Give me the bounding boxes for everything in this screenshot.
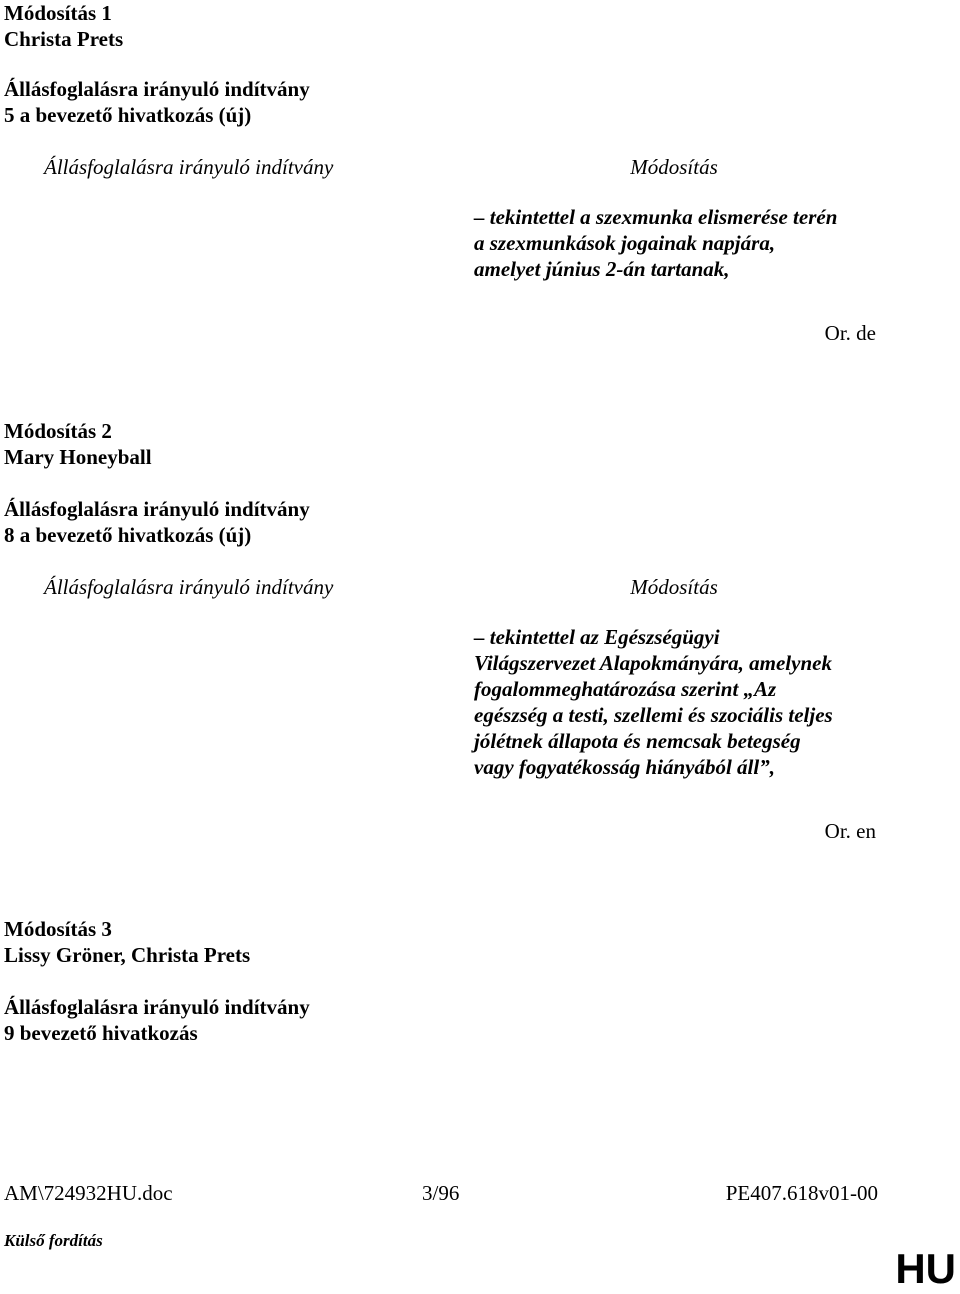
- amendment-1-motion-title: Állásfoglalásra irányuló indítvány: [4, 77, 310, 101]
- amendment-2-right-column-header: Módosítás: [630, 575, 718, 599]
- amendment-2-text-line: vagy fogyatékosság hiányából áll”,: [474, 755, 775, 779]
- footer-document-reference: AM\724932HU.doc: [4, 1181, 173, 1205]
- amendment-1-citation: 5 a bevezető hivatkozás (új): [4, 103, 252, 127]
- amendment-2-text-line: Világszervezet Alapokmányára, amelynek: [474, 651, 832, 675]
- amendment-1-text-line: – tekintettel a szexmunka elismerése terén: [474, 205, 838, 229]
- amendment-3-motion-title: Állásfoglalásra irányuló indítvány: [4, 995, 310, 1019]
- footer-page-number: 3/96: [422, 1181, 460, 1205]
- amendment-2-left-column-header: Állásfoglalásra irányuló indítvány: [44, 575, 334, 599]
- amendment-3-author: Lissy Gröner, Christa Prets: [4, 943, 251, 967]
- amendment-1-right-column-header: Módosítás: [630, 155, 718, 179]
- amendment-2-original-language: Or. en: [824, 819, 876, 843]
- amendment-1-original-language: Or. de: [824, 321, 876, 345]
- footer-language-code: HU: [895, 1245, 956, 1292]
- amendment-1-text-line: amelyet június 2-án tartanak,: [474, 257, 730, 281]
- amendment-1-text-line: a szexmunkások jogainak napjára,: [474, 231, 776, 255]
- amendment-1-left-column-header: Állásfoglalásra irányuló indítvány: [44, 155, 334, 179]
- amendment-1-number: Módosítás 1: [4, 1, 112, 25]
- amendment-1-author: Christa Prets: [4, 27, 124, 51]
- amendment-2-text-line: – tekintettel az Egészségügyi: [474, 625, 720, 649]
- footer-pe-reference: PE407.618v01-00: [725, 1181, 878, 1205]
- amendment-3-citation: 9 bevezető hivatkozás: [4, 1021, 198, 1045]
- amendment-2-text-line: fogalommeghatározása szerint „Az: [474, 677, 777, 701]
- footer-translation-note: Külső fordítás: [4, 1231, 103, 1250]
- amendment-3-number: Módosítás 3: [4, 917, 112, 941]
- amendment-2-text-line: egészség a testi, szellemi és szociális teljes: [474, 703, 833, 727]
- amendment-2-citation: 8 a bevezető hivatkozás (új): [4, 523, 252, 547]
- amendment-2-author: Mary Honeyball: [4, 445, 152, 469]
- amendment-2-motion-title: Állásfoglalásra irányuló indítvány: [4, 497, 310, 521]
- amendment-2-text-line: jólétnek állapota és nemcsak betegség: [474, 729, 801, 753]
- amendment-2-number: Módosítás 2: [4, 419, 112, 443]
